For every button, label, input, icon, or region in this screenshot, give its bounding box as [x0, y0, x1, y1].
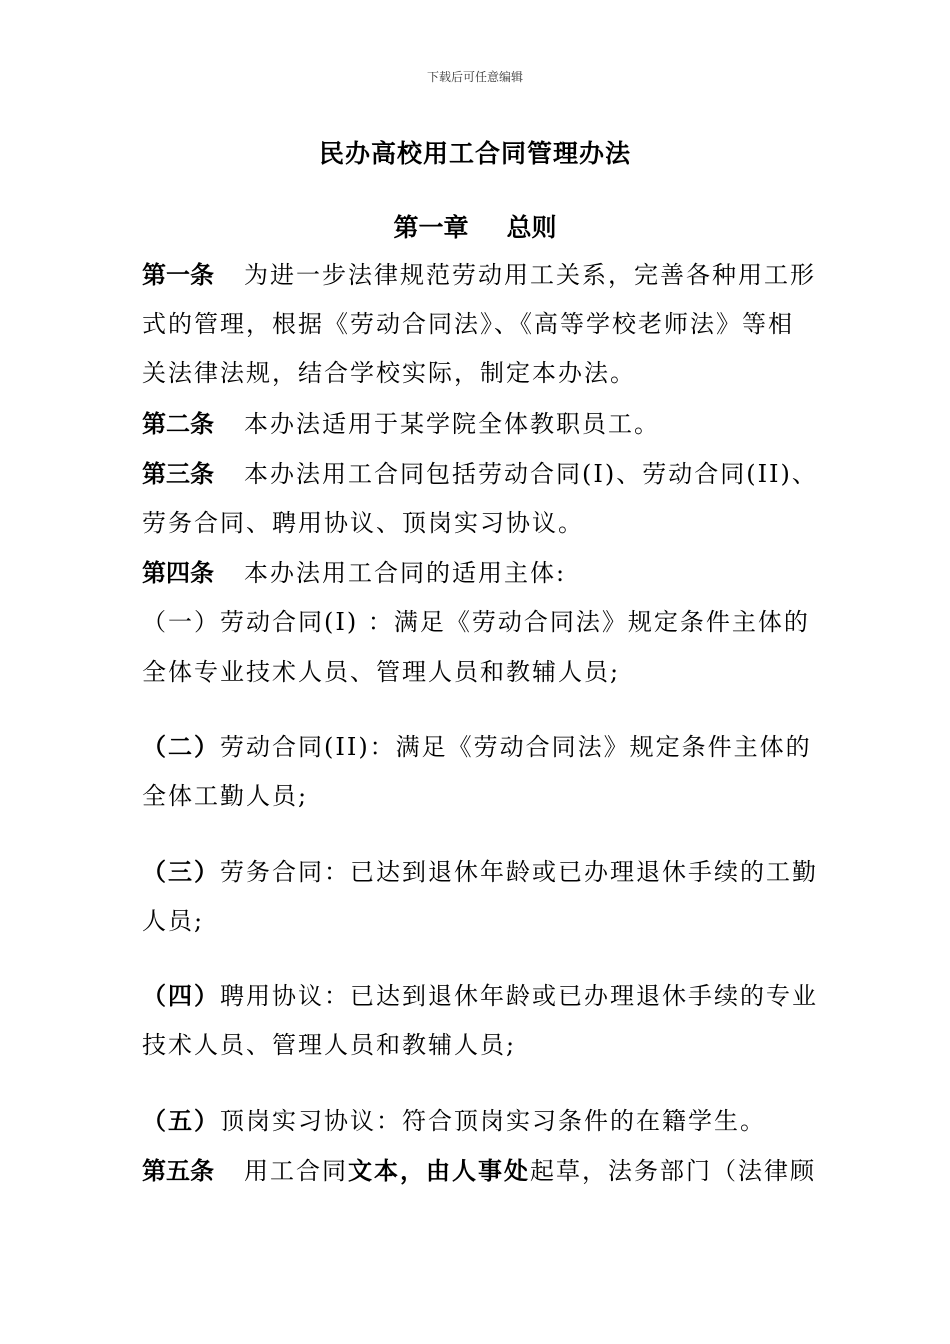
- item-text: 技术人员、管理人员和教辅人员;: [142, 1030, 517, 1059]
- item-text: 全体工勤人员;: [142, 781, 309, 810]
- article-text: 本办法用工合同的适用主体:: [244, 559, 567, 587]
- item-4: [142, 971, 822, 1070]
- item-label: （五）: [142, 1106, 220, 1135]
- article-text-bold: 文本，由人事处: [348, 1156, 530, 1185]
- item-text: 劳务合同：已达到退休年龄或已办理退休手续的工勤: [220, 858, 818, 886]
- article-1: [142, 250, 822, 399]
- article-4: [142, 548, 822, 598]
- article-text: 劳务合同、聘用协议、顶岗实习协议。: [142, 508, 584, 537]
- item-5: [142, 1096, 822, 1146]
- article-3: [142, 449, 822, 548]
- header-note: 下载后可任意编辑: [426, 70, 523, 84]
- chapter-heading: [0, 208, 950, 244]
- article-text: 为进一步法律规范劳动用工关系，完善各种用工形: [244, 261, 816, 289]
- item-label: （一）: [142, 608, 220, 636]
- chapter-number: 第一章: [393, 213, 469, 242]
- item-text: 聘用协议：已达到退休年龄或已办理退休手续的专业: [220, 982, 818, 1010]
- article-label: 第四条: [142, 558, 214, 587]
- item-text: 顶岗实习协议：符合顶岗实习条件的在籍学生。: [220, 1107, 766, 1135]
- article-label: 第三条: [142, 459, 214, 488]
- item-3: [142, 847, 822, 946]
- article-label: 第一条: [142, 260, 214, 289]
- item-2: [142, 722, 822, 821]
- article-text: 用工合同: [244, 1157, 348, 1185]
- item-1: [142, 598, 822, 697]
- item-text: 劳动合同(I) ：满足《劳动合同法》规定条件主体的: [220, 608, 810, 636]
- item-text: 人员;: [142, 906, 205, 935]
- article-label: 第二条: [142, 409, 214, 438]
- chapter-name: 总则: [506, 213, 557, 242]
- article-text: 本办法适用于某学院全体教职员工。: [244, 410, 660, 438]
- item-text: 劳动合同(II)：满足《劳动合同法》规定条件主体的: [220, 733, 812, 761]
- article-text: 本办法用工合同包括劳动合同(I)、劳动合同(II)、: [244, 460, 818, 488]
- article-text: 起草，法务部门（法律顾: [530, 1157, 816, 1185]
- article-text: 式的管理，根据《劳动合同法》、《高等学校老师法》等相: [142, 309, 794, 338]
- item-label: （二）: [142, 732, 220, 761]
- article-text: 关法律法规，结合学校实际，制定本办法。: [142, 359, 636, 387]
- item-label: （四）: [142, 981, 220, 1010]
- article-label: 第五条: [142, 1156, 214, 1185]
- item-label: （三）: [142, 857, 220, 886]
- article-5: [142, 1146, 822, 1196]
- document-title: 民办高校用工合同管理办法: [318, 139, 631, 168]
- article-2: [142, 399, 822, 449]
- item-text: 全体专业技术人员、管理人员和教辅人员;: [142, 657, 621, 686]
